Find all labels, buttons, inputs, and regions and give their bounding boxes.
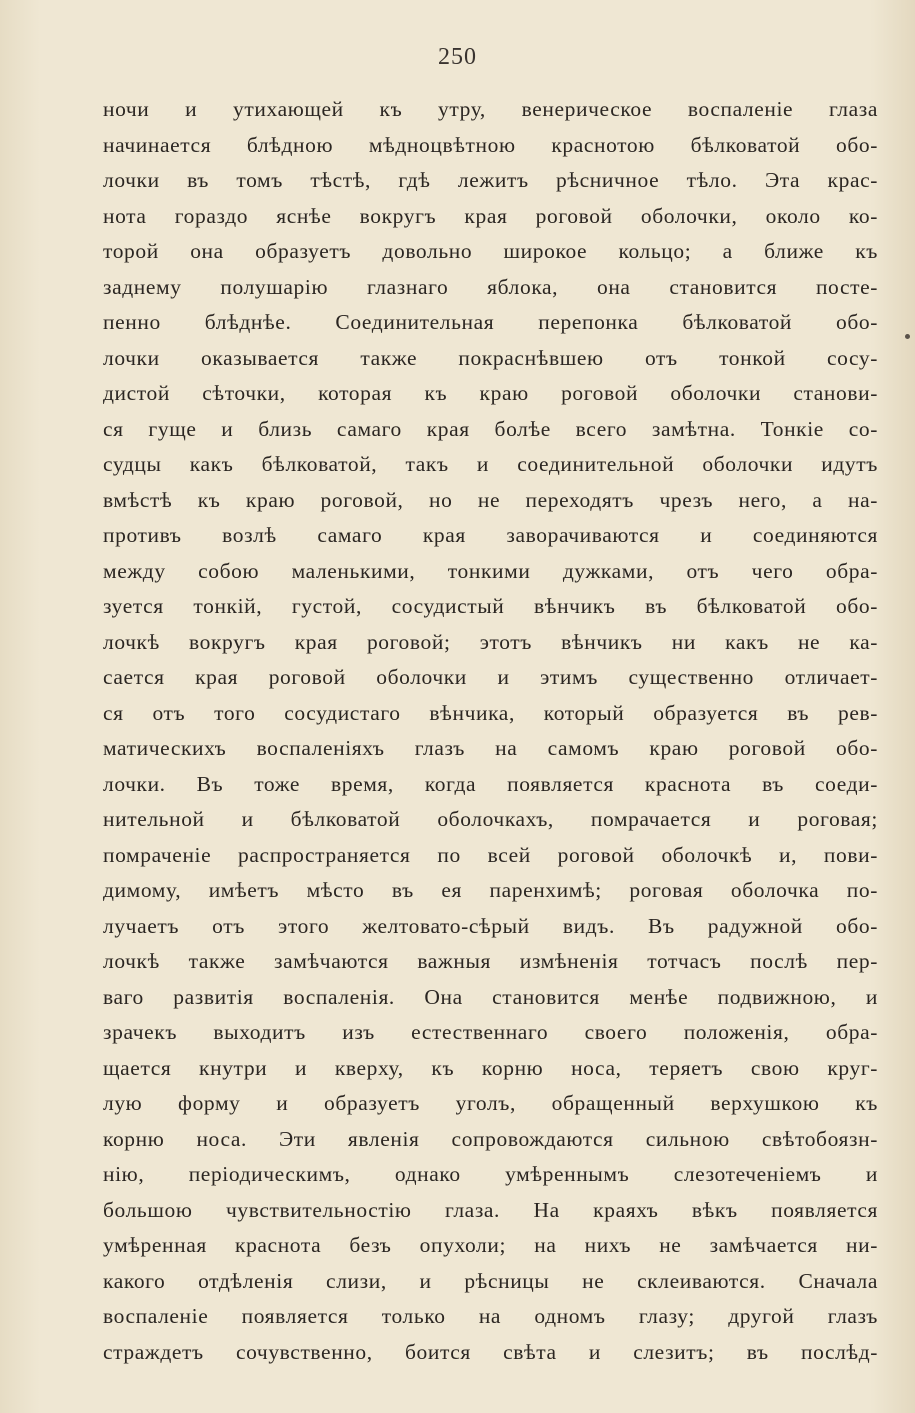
- text-line: щается кнутри и кверху, къ корню носа, теряетъ свою круг-: [103, 1055, 878, 1080]
- body-text: [103, 92, 878, 1370]
- text-line: лую форму и образуетъ уголъ, обращенный верхушкою къ: [103, 1091, 878, 1115]
- text-line: лочкѣ также замѣчаются важныя измѣненія тотчасъ послѣ пер-: [103, 949, 878, 973]
- text-line: лочки. Въ тоже время, когда появляется краснота въ соеди-: [103, 771, 878, 796]
- ink-speck: [905, 334, 910, 339]
- text-line: нію, періодическимъ, однако умѣреннымъ слезотеченіемъ и: [103, 1162, 878, 1186]
- text-line: корню носа. Эти явленія сопровождаются сильною свѣтобоязн-: [103, 1126, 878, 1151]
- text-line: судцы какъ бѣлковатой, такъ и соединительной оболочки идутъ: [103, 452, 878, 476]
- text-line: пенно блѣднѣе. Соединительная перепонка бѣлковатой обо-: [103, 310, 878, 334]
- text-line: лочки въ томъ тѣстѣ, гдѣ лежитъ рѣсничное тѣло. Эта крас-: [103, 168, 878, 192]
- text-line: дистой сѣточки, которая къ краю роговой оболочки станови-: [103, 381, 878, 405]
- text-line: зрачекъ выходитъ изъ естественнаго своего положенія, обра-: [103, 1020, 878, 1044]
- text-line: начинается блѣдною мѣдноцвѣтною краснотою бѣлковатой обо-: [103, 132, 878, 157]
- text-line: лочкѣ вокругъ края роговой; этотъ вѣнчикъ ни какъ не ка-: [103, 629, 878, 654]
- text-line: матическихъ воспаленіяхъ глазъ на самомъ краю роговой обо-: [103, 736, 878, 760]
- text-line: торой она образуетъ довольно широкое кольцо; а ближе къ: [103, 239, 878, 263]
- text-line: большою чувствительностію глаза. На краяхъ вѣкъ появляется: [103, 1197, 878, 1222]
- text-line: противъ возлѣ самаго края заворачиваются и соединяются: [103, 523, 878, 547]
- text-line: ся отъ того сосудистаго вѣнчика, который образуется въ рев-: [103, 700, 878, 725]
- text-line: зуется тонкій, густой, сосудистый вѣнчикъ въ бѣлковатой обо-: [103, 594, 878, 618]
- text-line: ночи и утихающей къ утру, венерическое воспаленіе глаза: [103, 97, 878, 121]
- text-line: вмѣстѣ къ краю роговой, но не переходятъ чрезъ него, а на-: [103, 487, 878, 512]
- text-line: какого отдѣленія слизи, и рѣсницы не склеиваются. Сначала: [103, 1268, 878, 1293]
- text-line: лочки оказывается также покраснѣвшею отъ тонкой сосу-: [103, 345, 878, 370]
- text-line: нота гораздо яснѣе вокругъ края роговой оболочки, около ко-: [103, 203, 878, 228]
- text-line: лучаетъ отъ этого желтовато-сѣрый видъ. Въ радужной обо-: [103, 913, 878, 938]
- text-line: воспаленіе появляется только на одномъ глазу; другой глазъ: [103, 1304, 878, 1328]
- text-line: нительной и бѣлковатой оболочкахъ, помрачается и роговая;: [103, 807, 878, 831]
- text-line: между собою маленькими, тонкими дужками, отъ чего обра-: [103, 558, 878, 583]
- text-line: ваго развитія воспаленія. Она становится менѣе подвижною, и: [103, 984, 878, 1009]
- text-line: умѣренная краснота безъ опухоли; на нихъ не замѣчается ни-: [103, 1233, 878, 1257]
- page-number: 250: [438, 44, 477, 70]
- text-line: ся гуще и близь самаго края болѣе всего замѣтна. Тонкіе со-: [103, 416, 878, 441]
- text-line: димому, имѣетъ мѣсто въ ея паренхимѣ; роговая оболочка по-: [103, 878, 878, 902]
- text-line: помраченіе распространяется по всей роговой оболочкѣ и, пови-: [103, 842, 878, 867]
- text-line: заднему полушарію глазнаго яблока, она становится посте-: [103, 274, 878, 299]
- text-line: страждетъ сочувственно, боится свѣта и слезитъ; въ послѣд-: [103, 1339, 878, 1364]
- text-line: сается края роговой оболочки и этимъ существенно отличает-: [103, 665, 878, 689]
